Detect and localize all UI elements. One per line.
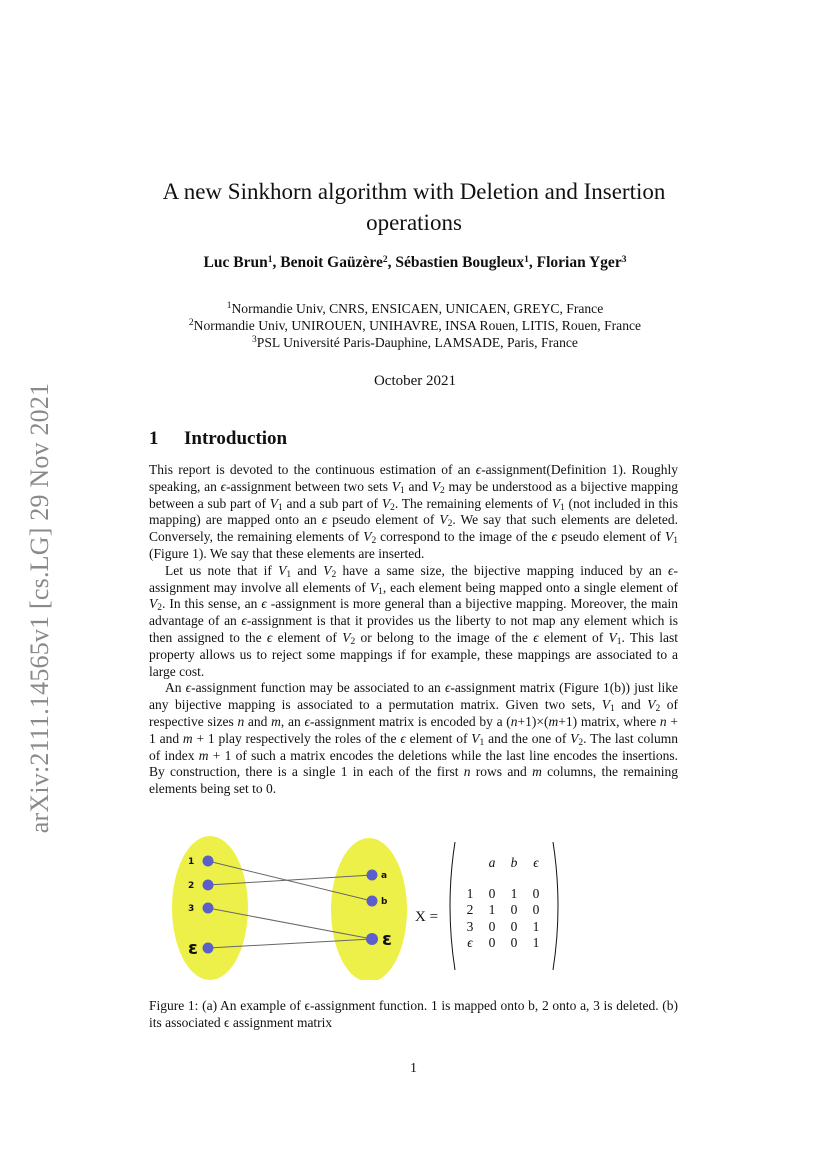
- author-affiliation-mark: 2: [382, 255, 388, 265]
- node-label: 2: [188, 881, 195, 891]
- node-label: b: [381, 897, 388, 907]
- paragraph: This report is devoted to the continuous estimation of an ϵ-assignment(Definition 1). Roughly speaking, an ϵ-assignment between two sets $V_1$ and $V_2$ may be understood as a bijective mapping between a sub part of $V_1$ and a sub part of $V_2$. The remaining elements of $V_1$ (not included in this mapping) are mapped onto an ϵ pseudo element of $V_2$. We say that such elements are deleted. Conversely, the remaining elements of $V_2$ correspond to the image of the ϵ pseudo element of $V_1$ (Figure 1). We say that these elements are inserted.: [149, 462, 678, 561]
- paper-date: October 2021: [373, 373, 457, 389]
- affiliation: $^3$PSL Université Paris-Dauphine, LAMSADE, Paris, France: [252, 335, 578, 350]
- matrix-col-header: a: [488, 855, 496, 870]
- title-line-1: A new Sinkhorn algorithm with Deletion and Insertion: [162, 179, 666, 204]
- matrix-cell: 0: [510, 902, 518, 917]
- node-2: [203, 880, 214, 891]
- matrix-row: [459, 886, 547, 903]
- affiliation: $^1$Normandie Univ, CNRS, ENSICAEN, UNICAEN, GREYC, France: [226, 301, 604, 316]
- matrix-cell: 1: [532, 918, 540, 934]
- matrix-cell: 1: [510, 885, 518, 901]
- matrix-cell: 0: [532, 885, 540, 901]
- matrix-lhs: X =: [415, 909, 439, 925]
- section-number: 1: [149, 428, 159, 449]
- section-heading: [149, 428, 287, 450]
- matrix-cell: 0: [488, 918, 496, 934]
- node-b: [367, 896, 378, 907]
- node-1: [203, 856, 214, 867]
- author-name: Benoit Gaüzère: [280, 254, 383, 271]
- node-label: 3: [188, 904, 195, 914]
- node-label: 1: [188, 857, 195, 867]
- author-list: Luc Brun$^1$, Benoit Gaüzère$^2$, Sébastien Bougleux$^1$, Florian Yger$^3$: [203, 254, 627, 271]
- matrix-cell: 0: [510, 935, 518, 950]
- title-line-2: operations: [366, 210, 462, 235]
- node-epsilon-right: [366, 933, 378, 945]
- matrix-row: [459, 919, 547, 936]
- author-name: Sébastien Bougleux: [395, 254, 525, 271]
- node-label: ε: [188, 938, 199, 959]
- arxiv-stamp-text: arXiv:2111.14565v1 [cs.LG] 29 Nov 2021: [25, 382, 54, 834]
- author-affiliation-mark: 1: [524, 255, 529, 265]
- matrix-cell: 0: [510, 918, 518, 934]
- author-affiliation-mark: 1: [267, 255, 273, 265]
- node-label: ε: [382, 929, 393, 950]
- author-name: Luc Brun: [203, 254, 268, 271]
- figure-caption: Figure 1: (a) An example of ϵ-assignment function. 1 is mapped onto b, 2 onto a, 3 is deleted. (b) its associated ϵ assignment matrix: [149, 998, 678, 1030]
- matrix-col-header: ϵ: [533, 855, 539, 870]
- assignment-diagram: [160, 830, 420, 980]
- paragraph: An ϵ-assignment function may be associated to an ϵ-assignment matrix (Figure 1(b)) just like any bijective mapping is associated to a permutation matrix. Given two sets, $V_1$ and $V_2$ of respective sizes n and m, an ϵ-assignment matrix is encoded by a (n+1)×(m+1) matrix, where n + 1 and m + 1 play respectively the roles of the ϵ element of $V_1$ and the one of $V_2$. The last column of index m + 1 of such a matrix encodes the deletions while the last line encodes the insertions. By construction, there is a single 1 in each of the first n rows and m columns, the remaining elements being set to 0.: [149, 680, 679, 797]
- matrix-cell: 1: [532, 935, 540, 950]
- author-affiliation-mark: 3: [621, 255, 627, 265]
- right-paren-icon: [551, 840, 565, 972]
- node-epsilon-left: [203, 943, 214, 954]
- matrix-grid: [459, 855, 547, 952]
- matrix-row: [459, 935, 547, 952]
- node-label: a: [381, 871, 388, 881]
- matrix-row: [459, 902, 547, 919]
- figure-1: [160, 830, 680, 980]
- matrix-cell: 1: [488, 902, 496, 917]
- matrix-row-label: 2: [466, 902, 474, 917]
- author-name: Florian Yger: [536, 254, 622, 271]
- matrix-cell: 0: [488, 885, 496, 901]
- matrix-cell: 0: [488, 935, 496, 950]
- section-title: Introduction: [184, 428, 288, 449]
- matrix-header-row: [459, 855, 547, 872]
- node-a: [367, 870, 378, 881]
- matrix-cell: 0: [532, 902, 540, 917]
- node-3: [203, 903, 214, 914]
- matrix-row-label: 1: [466, 885, 474, 901]
- body-text: [149, 462, 678, 798]
- left-paren-icon: [443, 840, 457, 972]
- matrix-row-label: 3: [466, 918, 474, 934]
- affiliation: $^2$Normandie Univ, UNIROUEN, UNIHAVRE, INSA Rouen, LITIS, Rouen, France: [188, 318, 642, 333]
- page-number: 1: [410, 1061, 417, 1076]
- assignment-matrix: [415, 840, 575, 972]
- matrix-col-header: b: [510, 855, 518, 870]
- affiliation-list: [100, 300, 730, 351]
- paper-title: [150, 176, 678, 238]
- paragraph: Let us note that if $V_1$ and $V_2$ have a same size, the bijective mapping induced by an ϵ-assignment may involve all elements of $V_1$, each element being mapped onto a single element of $V_2$. In this sense, an ϵ -assignment is more general than a bijective mapping. Moreover, the main advantage of an ϵ-assignment is that it provides us the liberty to not map any element which is then assigned to the ϵ element of $V_2$ or belong to the image of the ϵ element of $V_1$. This last property allows us to reject some mappings if for example, these mappings are associated to a large cost.: [149, 562, 679, 679]
- matrix-row-label: ϵ: [467, 935, 473, 950]
- right-set-ellipse: [331, 838, 407, 980]
- arxiv-stamp: [0, 0, 60, 1169]
